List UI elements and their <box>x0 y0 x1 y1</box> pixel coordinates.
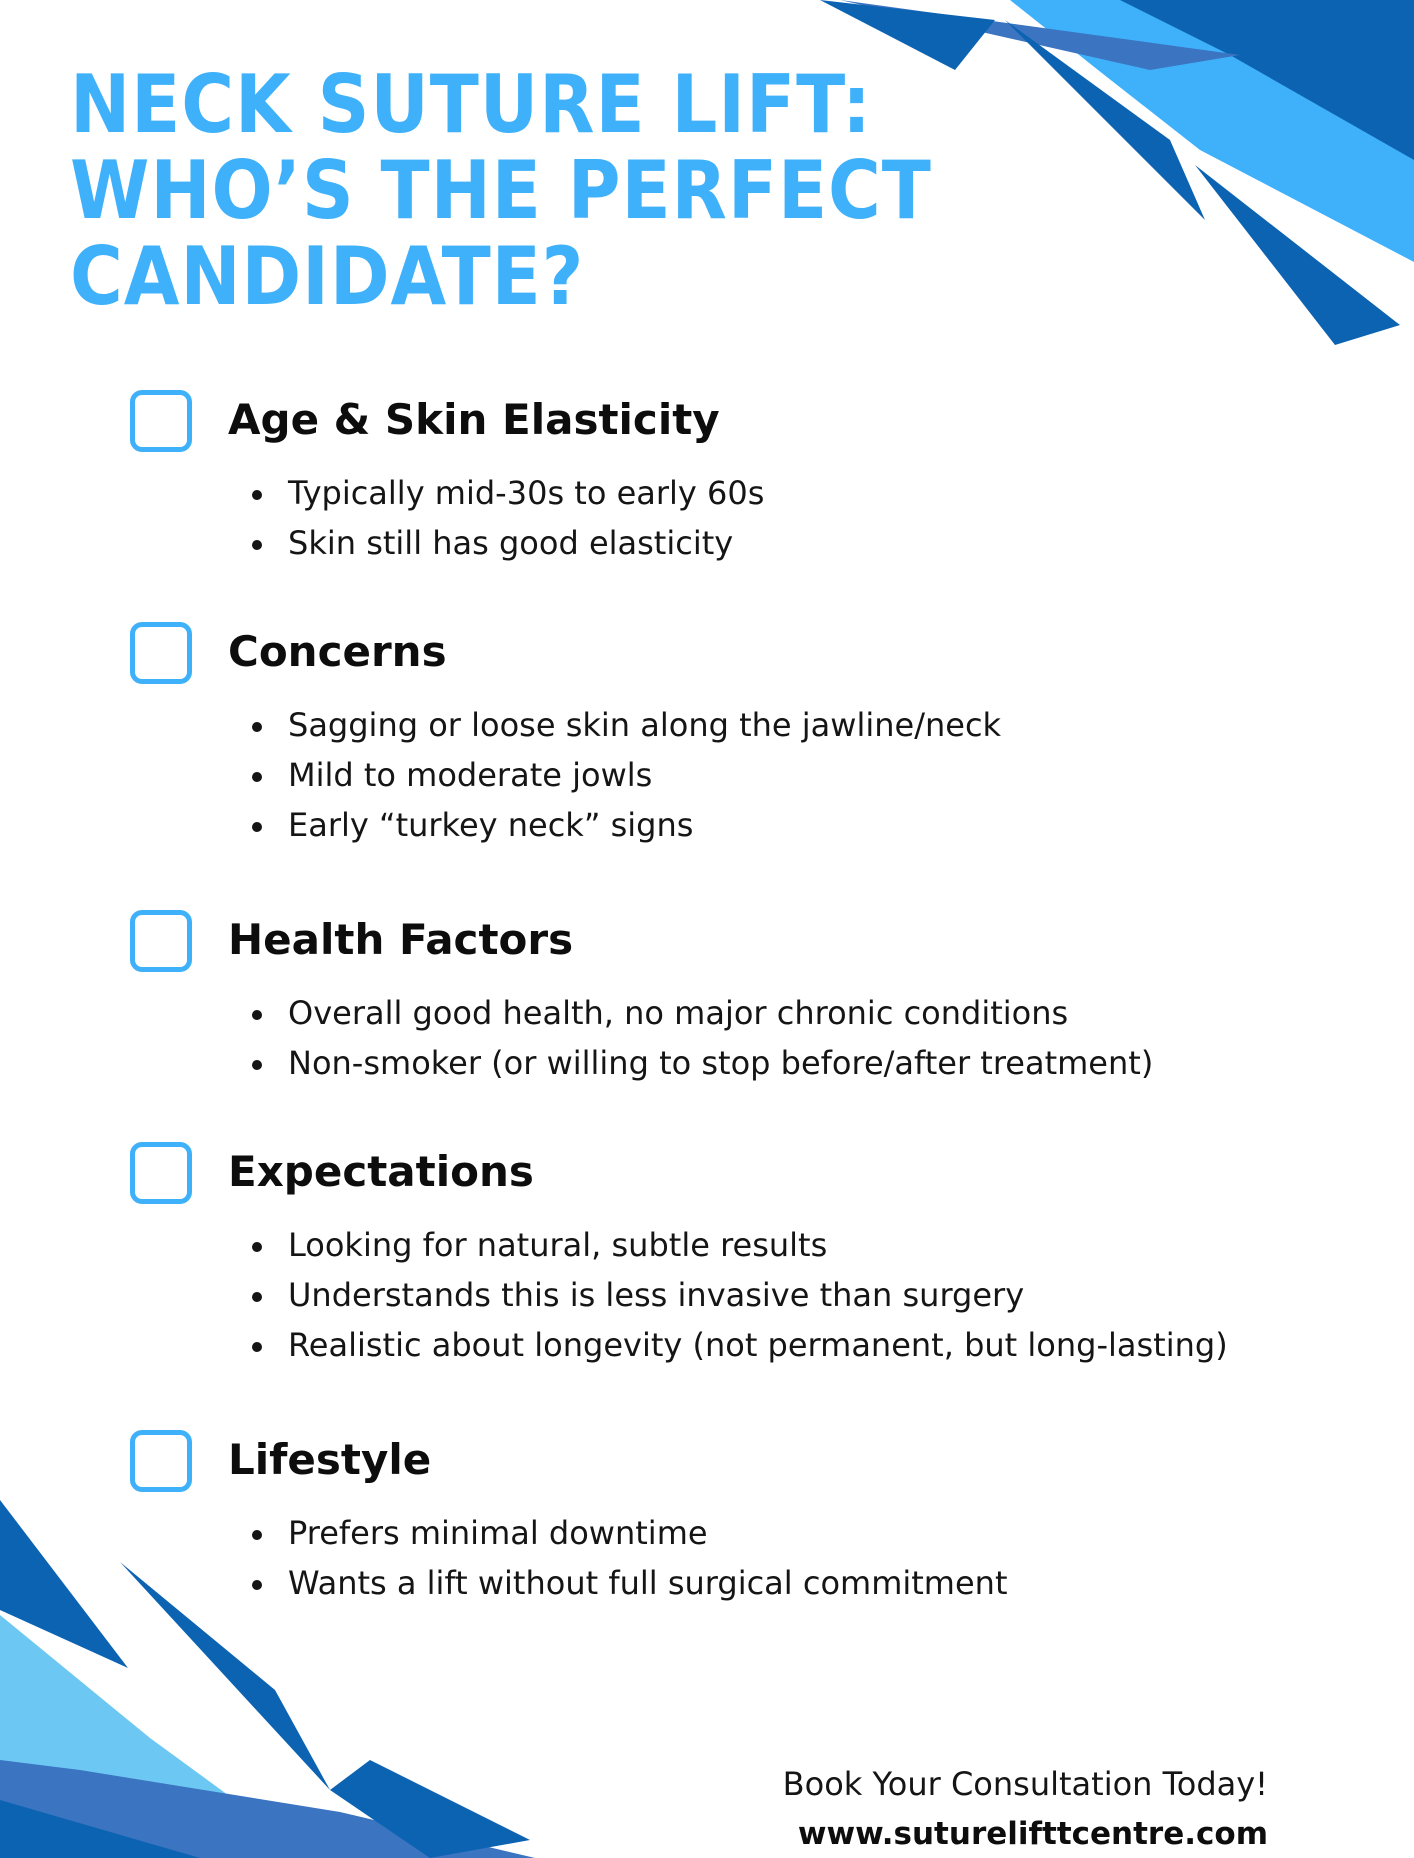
section-heading: Health Factors <box>228 915 574 964</box>
bullet-item: Wants a lift without full surgical commitment <box>228 1558 1007 1608</box>
checkbox[interactable] <box>130 1430 192 1492</box>
bullet-item: Skin still has good elasticity <box>228 518 764 568</box>
footer-website-link[interactable]: www.suturelifttcentre.com <box>797 1816 1268 1852</box>
section-heading: Age & Skin Elasticity <box>228 395 720 444</box>
bullet-list <box>228 700 1001 850</box>
section-heading: Expectations <box>228 1147 534 1196</box>
bullet-list <box>228 1220 1228 1370</box>
bullet-item: Overall good health, no major chronic conditions <box>228 988 1153 1038</box>
footer-cta: Book Your Consultation Today! <box>782 1765 1268 1803</box>
bullet-item: Mild to moderate jowls <box>228 750 1001 800</box>
bullet-item: Sagging or loose skin along the jawline/neck <box>228 700 1001 750</box>
title-line-2: WHO’S THE PERFECT <box>70 144 932 237</box>
checkbox[interactable] <box>130 622 192 684</box>
section-heading: Lifestyle <box>228 1435 432 1484</box>
checkbox[interactable] <box>130 1142 192 1204</box>
bullet-item: Non-smoker (or willing to stop before/after treatment) <box>228 1038 1153 1088</box>
bullet-item: Typically mid-30s to early 60s <box>228 468 764 518</box>
title-line-1: NECK SUTURE LIFT: <box>70 58 872 151</box>
title-line-3: CANDIDATE? <box>70 230 585 323</box>
section-heading: Concerns <box>228 627 447 676</box>
bullet-item: Understands this is less invasive than surgery <box>228 1270 1228 1320</box>
page-title <box>70 58 970 323</box>
checkbox[interactable] <box>130 910 192 972</box>
bullet-item: Looking for natural, subtle results <box>228 1220 1228 1270</box>
bullet-item: Early “turkey neck” signs <box>228 800 1001 850</box>
bullet-list <box>228 468 764 568</box>
bullet-list <box>228 1508 1007 1608</box>
bullet-list <box>228 988 1153 1088</box>
bullet-item: Prefers minimal downtime <box>228 1508 1007 1558</box>
bullet-item: Realistic about longevity (not permanent, but long-lasting) <box>228 1320 1228 1370</box>
checkbox[interactable] <box>130 390 192 452</box>
